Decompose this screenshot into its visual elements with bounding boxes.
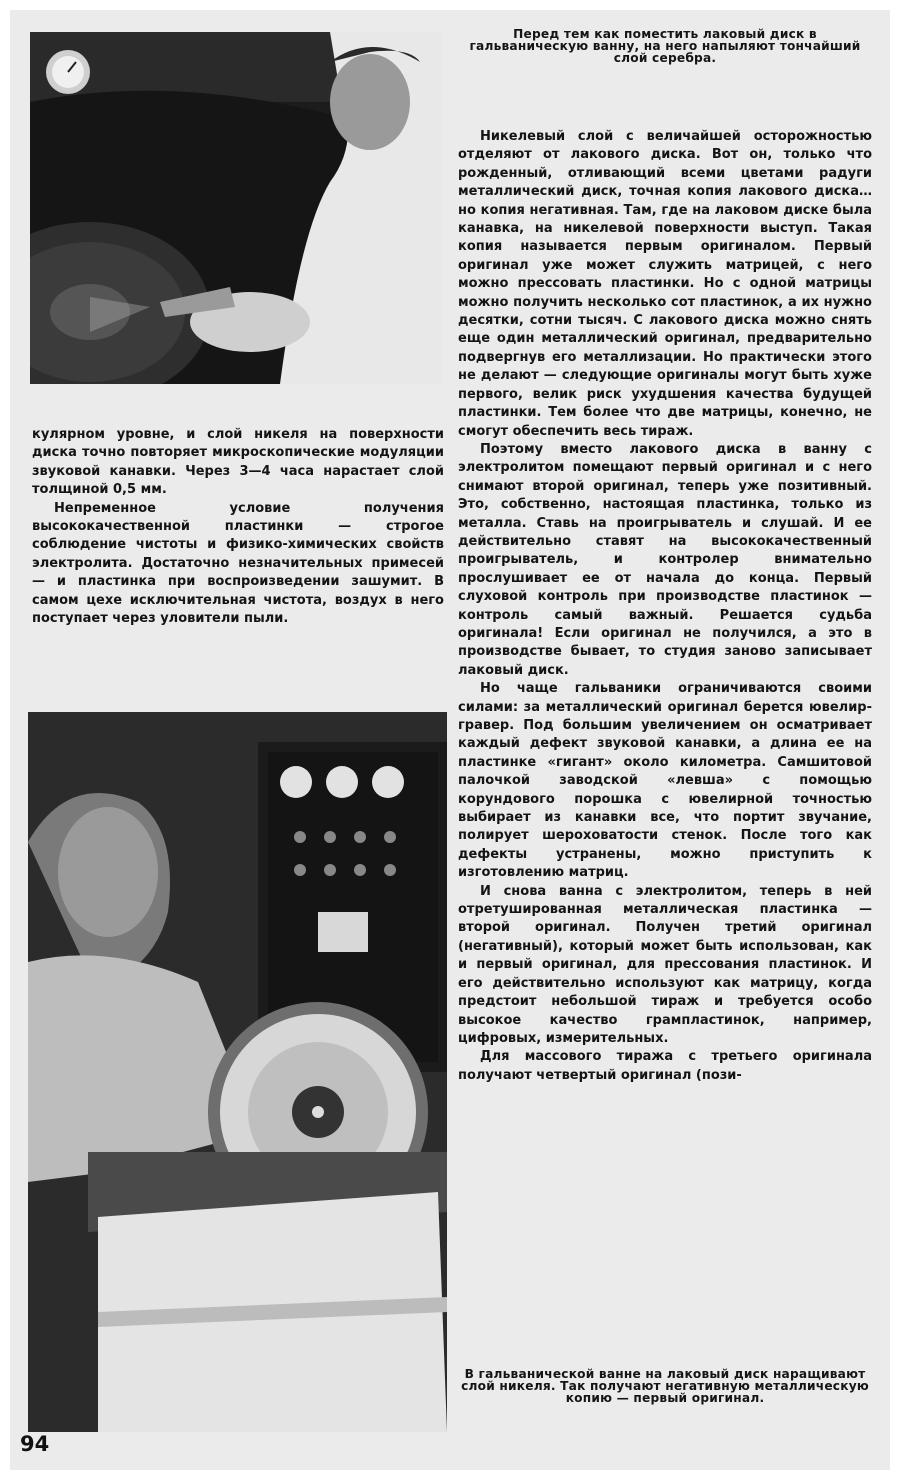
photo-silver-spraying [30, 32, 442, 384]
page-number: 94 [20, 1432, 50, 1456]
paragraph: Для массового тиража с третьего оригинала получают четвертый оригинал (пози- [458, 1049, 872, 1083]
magazine-page [10, 10, 890, 1470]
paragraph: Поэтому вместо лакового диска в ванну с электролитом помещают первый оригинал и с него снимают второй оригинал, теперь уже позитивный. Это, собственно, настоящая пластинка, только из металла. Ставь на проигрыватель и слушай. И ее действительно ставят на высококачественный проигрыватель, и контролер внимательно прослушивает ее от начала до конца. Первый слуховой контроль при производстве пластинок — контроль самый важный. Решается судьба оригинала! Если оригинал не получился, а это в производстве бывает, то студия заново записывает лаковый диск. [458, 441, 872, 678]
left-column [32, 426, 444, 628]
paragraph: Непременное условие получения высококачественной пластинки — строгое соблюдение чистоты и физико-химических свойств электролита. Достаточно незначительных примесей — и пластинка при воспроизведении зашумит. В самом цехе исключительная чистота, воздух в него поступает через уловители пыли. [32, 500, 444, 627]
caption-bottom: В гальванической ванне на лаковый диск наращивают слой никеля. Так получают негативную металлическую копию — первый оригинал. [461, 1367, 869, 1405]
paragraph: Но чаще гальваники ограничиваются своими силами: за металлический оригинал берется ювелир-гравер. Под большим увеличением он осматривает каждый дефект звуковой канавки, а длина ее на пластинке «гигант» около километра. Самшитовой палочкой заводской «левша» с помощью корундового порошка с ювелирной точностью выбирает из канавки все, что портит звучание, полирует шероховатости стенок. После того как дефекты устранены, можно приступить к изготовлению матриц. [458, 681, 872, 881]
photo-galvanic-bath [28, 712, 447, 1432]
right-column [458, 128, 872, 1085]
paragraph: И снова ванна с электролитом, теперь в ней отретушированная металлическая пластинка — второй оригинал. Получен третий оригинал (негативный), который может быть использован, как и первый оригинал, для прессования пластинок. И его действительно используют как матрицу, когда предстоит небольшой тираж и требуется особо высокое качество грампластинок, например, цифровых, измерительных. [458, 883, 872, 1046]
paragraph: кулярном уровне, и слой никеля на поверхности диска точно повторяет микроскопические модуляции звуковой канавки. Через 3—4 часа нарастает слой толщиной 0,5 мм. [32, 427, 444, 498]
caption-top: Перед тем как поместить лаковый диск в гальваническую ванну, на него напыляют тончайший слой серебра. [469, 27, 861, 65]
paragraph: Никелевый слой с величайшей осторожностью отделяют от лакового диска. Вот он, только что рожденный, отливающий всеми цветами радуги металлический диск, точная копия лакового диска… но копия негативная. Там, где на лаковом диске была канавка, на никелевой поверхности выступ. Такая копия называется первым оригиналом. Первый оригинал уже может служить матрицей, с него можно прессовать пластинки. Но с одной матрицы можно получить несколько сот пластинок, а их нужно десятки, сотни тысяч. С лакового диска можно снять еще один металлический оригинал, предварительно подвергнув его металлизации. Но практически этого не делают — следующие оригиналы могут быть хуже первого, велик риск ухудшения качества будущей пластинки. Тем более что две матрицы, конечно, не смогут обеспечить весь тираж. [458, 129, 872, 439]
